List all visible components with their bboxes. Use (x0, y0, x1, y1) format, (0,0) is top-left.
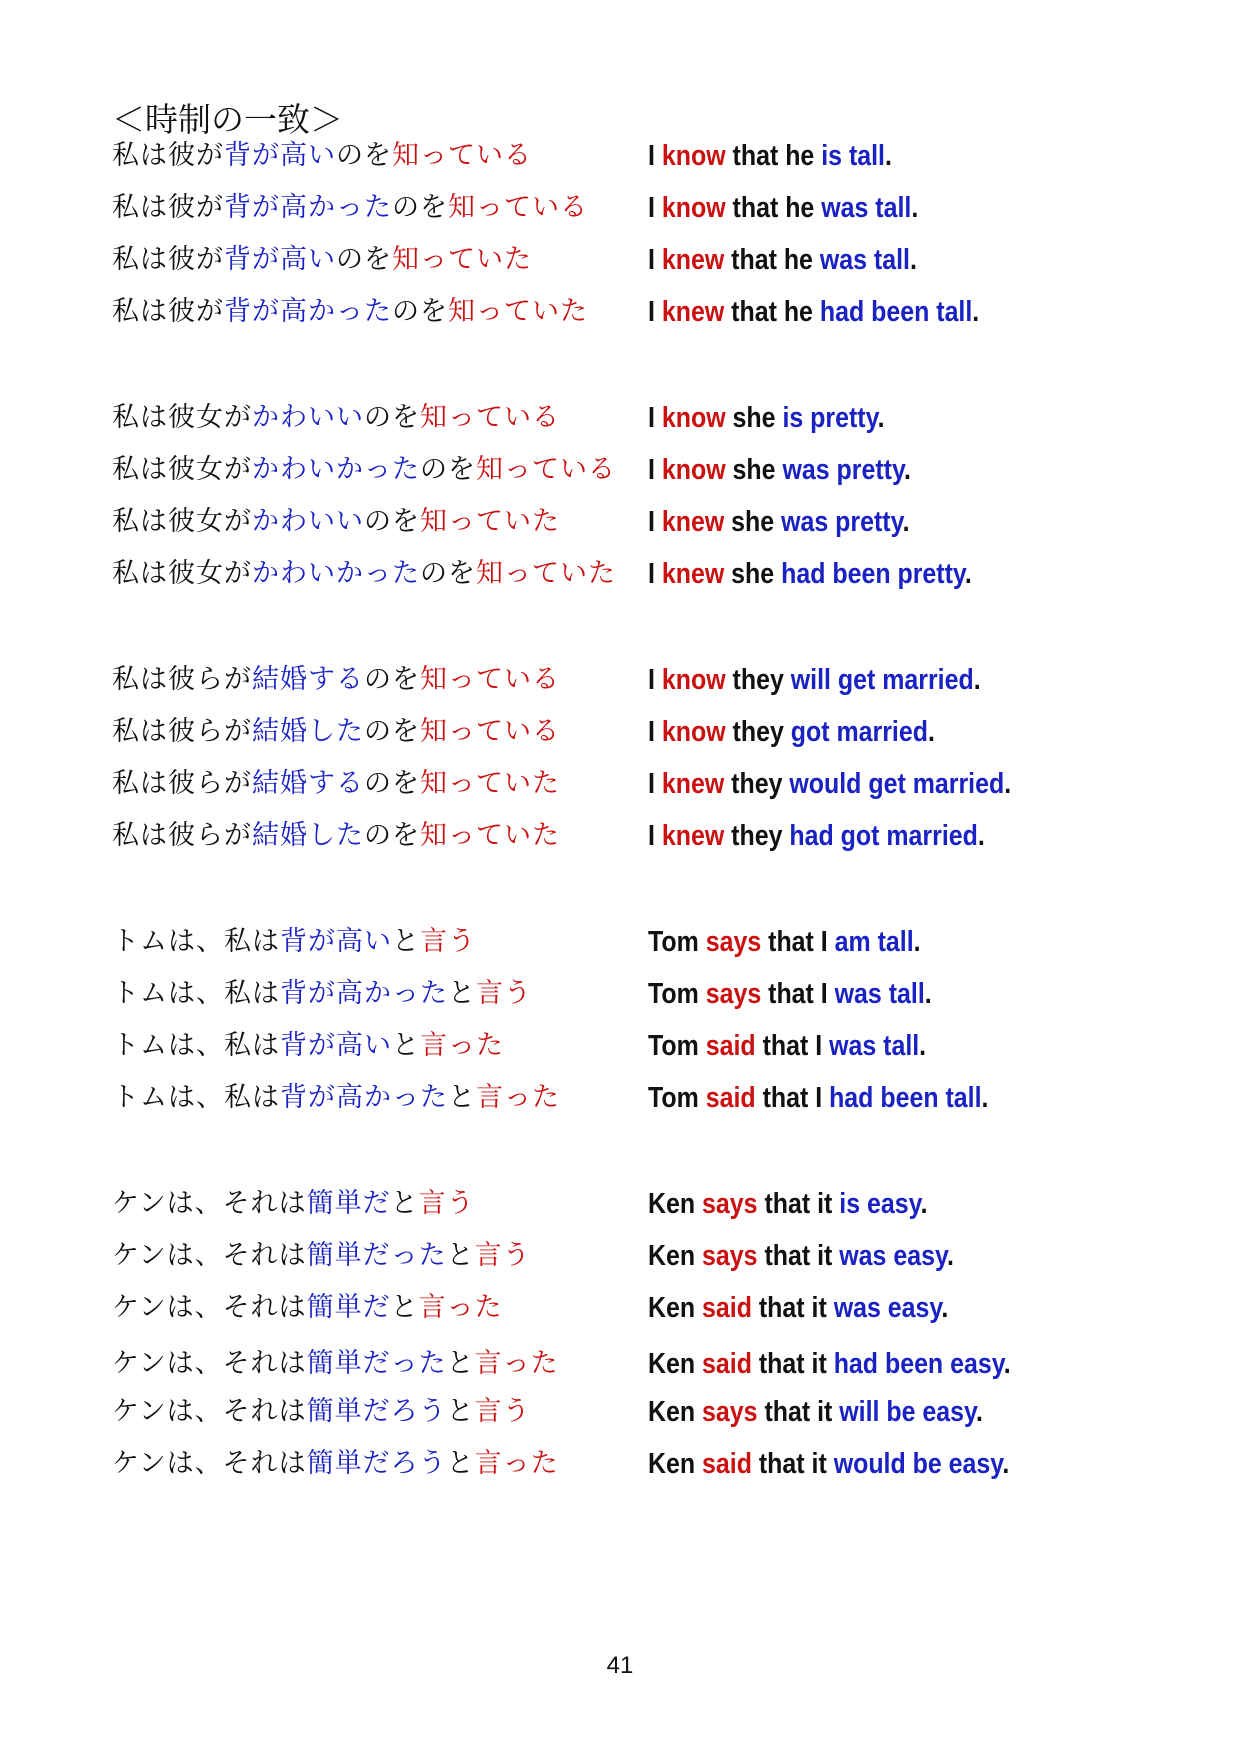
jp-segment: 私は彼女が (112, 558, 252, 589)
en-segment: . (920, 1188, 928, 1220)
en-segment: they (724, 768, 790, 800)
en-segment: says (702, 1396, 758, 1428)
en-segment: that he (725, 140, 822, 172)
english-sentence-12 (648, 818, 985, 854)
jp-segment: と (448, 1082, 476, 1113)
en-segment: said (705, 1030, 756, 1062)
en-segment: . (964, 558, 972, 590)
english-sentence-20 (648, 1346, 1011, 1382)
english-sentence-22 (648, 1446, 1009, 1482)
en-segment: . (1002, 1448, 1010, 1480)
en-segment: had been easy (833, 1348, 1004, 1380)
jp-segment: 言う (474, 1240, 531, 1271)
en-segment: I (648, 402, 662, 434)
en-segment: Tom (648, 926, 706, 958)
en-segment: they (725, 716, 791, 748)
japanese-sentence-18 (112, 1238, 531, 1274)
en-segment: . (913, 926, 921, 958)
jp-segment: 言った (476, 1082, 560, 1113)
en-segment: knew (661, 244, 725, 276)
en-segment: Tom (648, 1030, 706, 1062)
en-segment: Ken (648, 1396, 703, 1428)
jp-segment: 簡単だった (306, 1240, 447, 1271)
jp-segment: トムは、私は (112, 1030, 280, 1061)
jp-segment: ケンは、それは (112, 1348, 307, 1379)
en-segment: that I (755, 1030, 830, 1062)
en-segment: will be easy (839, 1396, 977, 1428)
en-segment: . (927, 716, 935, 748)
en-segment: know (661, 140, 726, 172)
english-sentence-15 (648, 1028, 926, 1064)
jp-segment: 知っていた (448, 296, 588, 327)
english-sentence-21 (648, 1394, 983, 1430)
en-segment: I (648, 664, 662, 696)
en-segment: was tall (829, 1030, 920, 1062)
english-sentence-19 (648, 1290, 948, 1326)
japanese-sentence-12 (112, 818, 560, 854)
jp-segment: 私は彼が (112, 192, 224, 223)
jp-segment: 言った (474, 1348, 559, 1379)
japanese-sentence-8 (112, 556, 616, 592)
jp-segment: と (390, 1292, 419, 1323)
en-segment: I (648, 244, 662, 276)
en-segment: she (725, 454, 783, 486)
en-segment: says (702, 1240, 758, 1272)
en-segment: . (877, 402, 885, 434)
en-segment: would be easy (833, 1448, 1003, 1480)
en-segment: I (648, 716, 662, 748)
japanese-sentence-16 (112, 1080, 560, 1116)
english-sentence-18 (648, 1238, 954, 1274)
jp-segment: 私は彼が (112, 244, 224, 275)
en-segment: know (661, 402, 726, 434)
jp-segment: と (390, 1188, 419, 1219)
en-segment: I (648, 192, 662, 224)
jp-segment: かわいい (252, 506, 364, 537)
jp-segment: 私は彼女が (112, 402, 252, 433)
en-segment: had been tall (819, 296, 973, 328)
en-segment: she (724, 558, 782, 590)
jp-segment: 言う (420, 926, 476, 957)
jp-segment: 私は彼らが (112, 716, 252, 747)
english-sentence-2 (648, 190, 918, 226)
jp-segment: のを (364, 768, 420, 799)
jp-segment: 背が高かった (280, 978, 448, 1009)
en-segment: I (648, 558, 662, 590)
en-segment: said (705, 1082, 756, 1114)
en-segment: Ken (648, 1292, 703, 1324)
en-segment: Tom (648, 978, 706, 1010)
jp-segment: のを (336, 244, 392, 275)
en-segment: was tall (819, 244, 910, 276)
en-segment: am tall (834, 926, 914, 958)
en-segment: Ken (648, 1448, 703, 1480)
en-segment: that I (761, 926, 835, 958)
jp-segment: 結婚した (252, 820, 364, 851)
english-sentence-9 (648, 662, 981, 698)
jp-segment: 知っている (420, 716, 560, 747)
jp-segment: 知っていた (420, 506, 560, 537)
jp-segment: 言う (474, 1396, 531, 1427)
en-segment: that he (725, 192, 822, 224)
en-segment: know (661, 664, 726, 696)
japanese-sentence-4 (112, 294, 588, 330)
en-segment: says (702, 1188, 758, 1220)
jp-segment: かわいかった (252, 454, 420, 485)
en-segment: . (1004, 768, 1012, 800)
jp-segment: 簡単だ (306, 1188, 391, 1219)
en-segment: was easy (833, 1292, 942, 1324)
en-segment: knew (661, 296, 725, 328)
english-sentence-1 (648, 138, 892, 174)
japanese-sentence-9 (112, 662, 560, 698)
jp-segment: 私は彼女が (112, 454, 252, 485)
jp-segment: 私は彼らが (112, 820, 252, 851)
jp-segment: と (446, 1348, 475, 1379)
jp-segment: 知っている (448, 192, 588, 223)
en-segment: I (648, 820, 662, 852)
jp-segment: のを (392, 296, 448, 327)
jp-segment: 簡単だろう (306, 1448, 447, 1479)
jp-segment: ケンは、それは (112, 1292, 307, 1323)
page-number: 41 (606, 1652, 634, 1679)
jp-segment: 私は彼らが (112, 768, 252, 799)
en-segment: I (648, 768, 662, 800)
japanese-sentence-20 (112, 1346, 559, 1382)
jp-segment: かわいかった (252, 558, 420, 589)
en-segment: that he (724, 244, 820, 276)
english-sentence-14 (648, 976, 932, 1012)
jp-segment: のを (364, 402, 420, 433)
en-segment: she (725, 402, 783, 434)
en-segment: . (924, 978, 932, 1010)
english-sentence-7 (648, 504, 910, 540)
jp-segment: 背が高かった (224, 296, 392, 327)
jp-segment: のを (420, 454, 476, 485)
en-segment: that it (751, 1292, 834, 1324)
en-segment: said (702, 1348, 752, 1380)
en-segment: know (661, 192, 726, 224)
english-sentence-16 (648, 1080, 988, 1116)
en-segment: knew (661, 506, 725, 538)
jp-segment: ケンは、それは (112, 1240, 307, 1271)
en-segment: . (976, 1396, 983, 1428)
jp-segment: のを (364, 664, 420, 695)
en-segment: that he (724, 296, 820, 328)
en-segment: . (884, 140, 892, 172)
japanese-sentence-3 (112, 242, 532, 278)
english-sentence-13 (648, 924, 921, 960)
en-segment: knew (661, 820, 725, 852)
jp-segment: 言った (474, 1448, 559, 1479)
jp-segment: のを (364, 506, 420, 537)
english-sentence-10 (648, 714, 935, 750)
en-segment: is easy (839, 1188, 921, 1220)
en-segment: was pretty (782, 454, 904, 486)
en-segment: is tall (821, 140, 885, 172)
jp-segment: 結婚する (252, 768, 364, 799)
en-segment: that it (751, 1448, 834, 1480)
en-segment: said (702, 1448, 752, 1480)
en-segment: had been tall (829, 1082, 982, 1114)
en-segment: . (941, 1292, 949, 1324)
en-segment: that I (761, 978, 835, 1010)
en-segment: that I (755, 1082, 830, 1114)
jp-segment: 言った (420, 1030, 504, 1061)
en-segment: I (648, 140, 662, 172)
en-segment: knew (661, 768, 725, 800)
en-segment: was tall (834, 978, 925, 1010)
jp-segment: 私は彼が (112, 296, 224, 327)
jp-segment: トムは、私は (112, 926, 280, 957)
jp-segment: と (446, 1448, 475, 1479)
japanese-sentence-10 (112, 714, 560, 750)
en-segment: Tom (648, 1082, 706, 1114)
japanese-sentence-7 (112, 504, 560, 540)
japanese-sentence-17 (112, 1186, 475, 1222)
japanese-sentence-21 (112, 1394, 531, 1430)
jp-segment: 結婚した (252, 716, 364, 747)
jp-segment: 背が高い (280, 926, 392, 957)
jp-segment: 知っている (476, 454, 616, 485)
english-sentence-17 (648, 1186, 928, 1222)
jp-segment: 知っていた (420, 820, 560, 851)
en-segment: . (973, 664, 981, 696)
jp-segment: 私は彼らが (112, 664, 252, 695)
en-segment: know (661, 716, 726, 748)
en-segment: that it (757, 1240, 840, 1272)
english-sentence-5 (648, 400, 885, 436)
en-segment: I (648, 454, 662, 486)
japanese-sentence-5 (112, 400, 560, 436)
jp-segment: 私は彼女が (112, 506, 252, 537)
jp-segment: のを (364, 820, 420, 851)
jp-segment: ケンは、それは (112, 1396, 307, 1427)
english-sentence-11 (648, 766, 1011, 802)
en-segment: had been pretty (781, 558, 965, 590)
en-segment: . (981, 1082, 989, 1114)
en-segment: . (909, 244, 917, 276)
jp-segment: 知っていた (392, 244, 532, 275)
en-segment: know (661, 454, 726, 486)
jp-segment: と (392, 1030, 420, 1061)
en-segment: would get married (789, 768, 1005, 800)
japanese-sentence-1 (112, 138, 532, 174)
en-segment: was pretty (781, 506, 903, 538)
japanese-sentence-11 (112, 766, 560, 802)
en-segment: I (648, 296, 662, 328)
en-segment: they (724, 820, 790, 852)
en-segment: will get married (790, 664, 974, 696)
jp-segment: ケンは、それは (112, 1188, 307, 1219)
jp-segment: かわいい (252, 402, 364, 433)
en-segment: was tall (821, 192, 912, 224)
jp-segment: のを (336, 140, 392, 171)
jp-segment: 簡単だった (306, 1348, 447, 1379)
jp-segment: のを (392, 192, 448, 223)
en-segment: says (705, 978, 762, 1010)
jp-segment: 知っていた (420, 768, 560, 799)
en-segment: Ken (648, 1348, 703, 1380)
jp-segment: トムは、私は (112, 1082, 280, 1113)
jp-segment: 背が高かった (224, 192, 392, 223)
en-segment: . (919, 1030, 927, 1062)
en-segment: . (977, 820, 985, 852)
jp-segment: 私は彼が (112, 140, 224, 171)
english-sentence-6 (648, 452, 911, 488)
english-sentence-3 (648, 242, 917, 278)
jp-segment: と (446, 1240, 475, 1271)
jp-segment: 簡単だ (306, 1292, 391, 1323)
jp-segment: 知っている (420, 664, 560, 695)
jp-segment: と (392, 926, 420, 957)
en-segment: that it (751, 1348, 834, 1380)
en-segment: knew (661, 558, 725, 590)
english-sentence-8 (648, 556, 972, 592)
en-segment: got married (790, 716, 928, 748)
jp-segment: ケンは、それは (112, 1448, 307, 1479)
jp-segment: 言った (418, 1292, 503, 1323)
japanese-sentence-2 (112, 190, 588, 226)
jp-segment: 知っている (392, 140, 532, 171)
jp-segment: 知っていた (476, 558, 616, 589)
japanese-sentence-22 (112, 1446, 559, 1482)
jp-segment: のを (420, 558, 476, 589)
en-segment: said (702, 1292, 752, 1324)
en-segment: she (724, 506, 782, 538)
japanese-sentence-19 (112, 1290, 503, 1326)
jp-segment: 背が高い (280, 1030, 392, 1061)
en-segment: that it (757, 1396, 840, 1428)
en-segment: . (911, 192, 919, 224)
en-segment: . (903, 454, 911, 486)
en-segment: was easy (839, 1240, 947, 1272)
jp-segment: と (448, 978, 476, 1009)
en-segment: Ken (648, 1240, 703, 1272)
jp-segment: 知っている (420, 402, 560, 433)
en-segment: Ken (648, 1188, 703, 1220)
jp-segment: トムは、私は (112, 978, 280, 1009)
en-segment: . (946, 1240, 954, 1272)
jp-segment: 背が高かった (280, 1082, 448, 1113)
jp-segment: 言う (418, 1188, 475, 1219)
jp-segment: 言う (476, 978, 532, 1009)
jp-segment: 背が高い (224, 140, 336, 171)
jp-segment: 簡単だろう (306, 1396, 447, 1427)
jp-segment: 背が高い (224, 244, 336, 275)
en-segment: is pretty (782, 402, 878, 434)
en-segment: . (902, 506, 910, 538)
en-segment: says (705, 926, 762, 958)
japanese-sentence-15 (112, 1028, 504, 1064)
page-title: ＜時制の一致＞ (112, 100, 343, 139)
en-segment: had got married (789, 820, 978, 852)
japanese-sentence-13 (112, 924, 476, 960)
jp-segment: と (446, 1396, 475, 1427)
japanese-sentence-14 (112, 976, 532, 1012)
en-segment: I (648, 506, 662, 538)
jp-segment: 結婚する (252, 664, 364, 695)
english-sentence-4 (648, 294, 979, 330)
en-segment: they (725, 664, 791, 696)
en-segment: . (1003, 1348, 1011, 1380)
en-segment: that it (757, 1188, 840, 1220)
japanese-sentence-6 (112, 452, 616, 488)
en-segment: . (972, 296, 980, 328)
jp-segment: のを (364, 716, 420, 747)
